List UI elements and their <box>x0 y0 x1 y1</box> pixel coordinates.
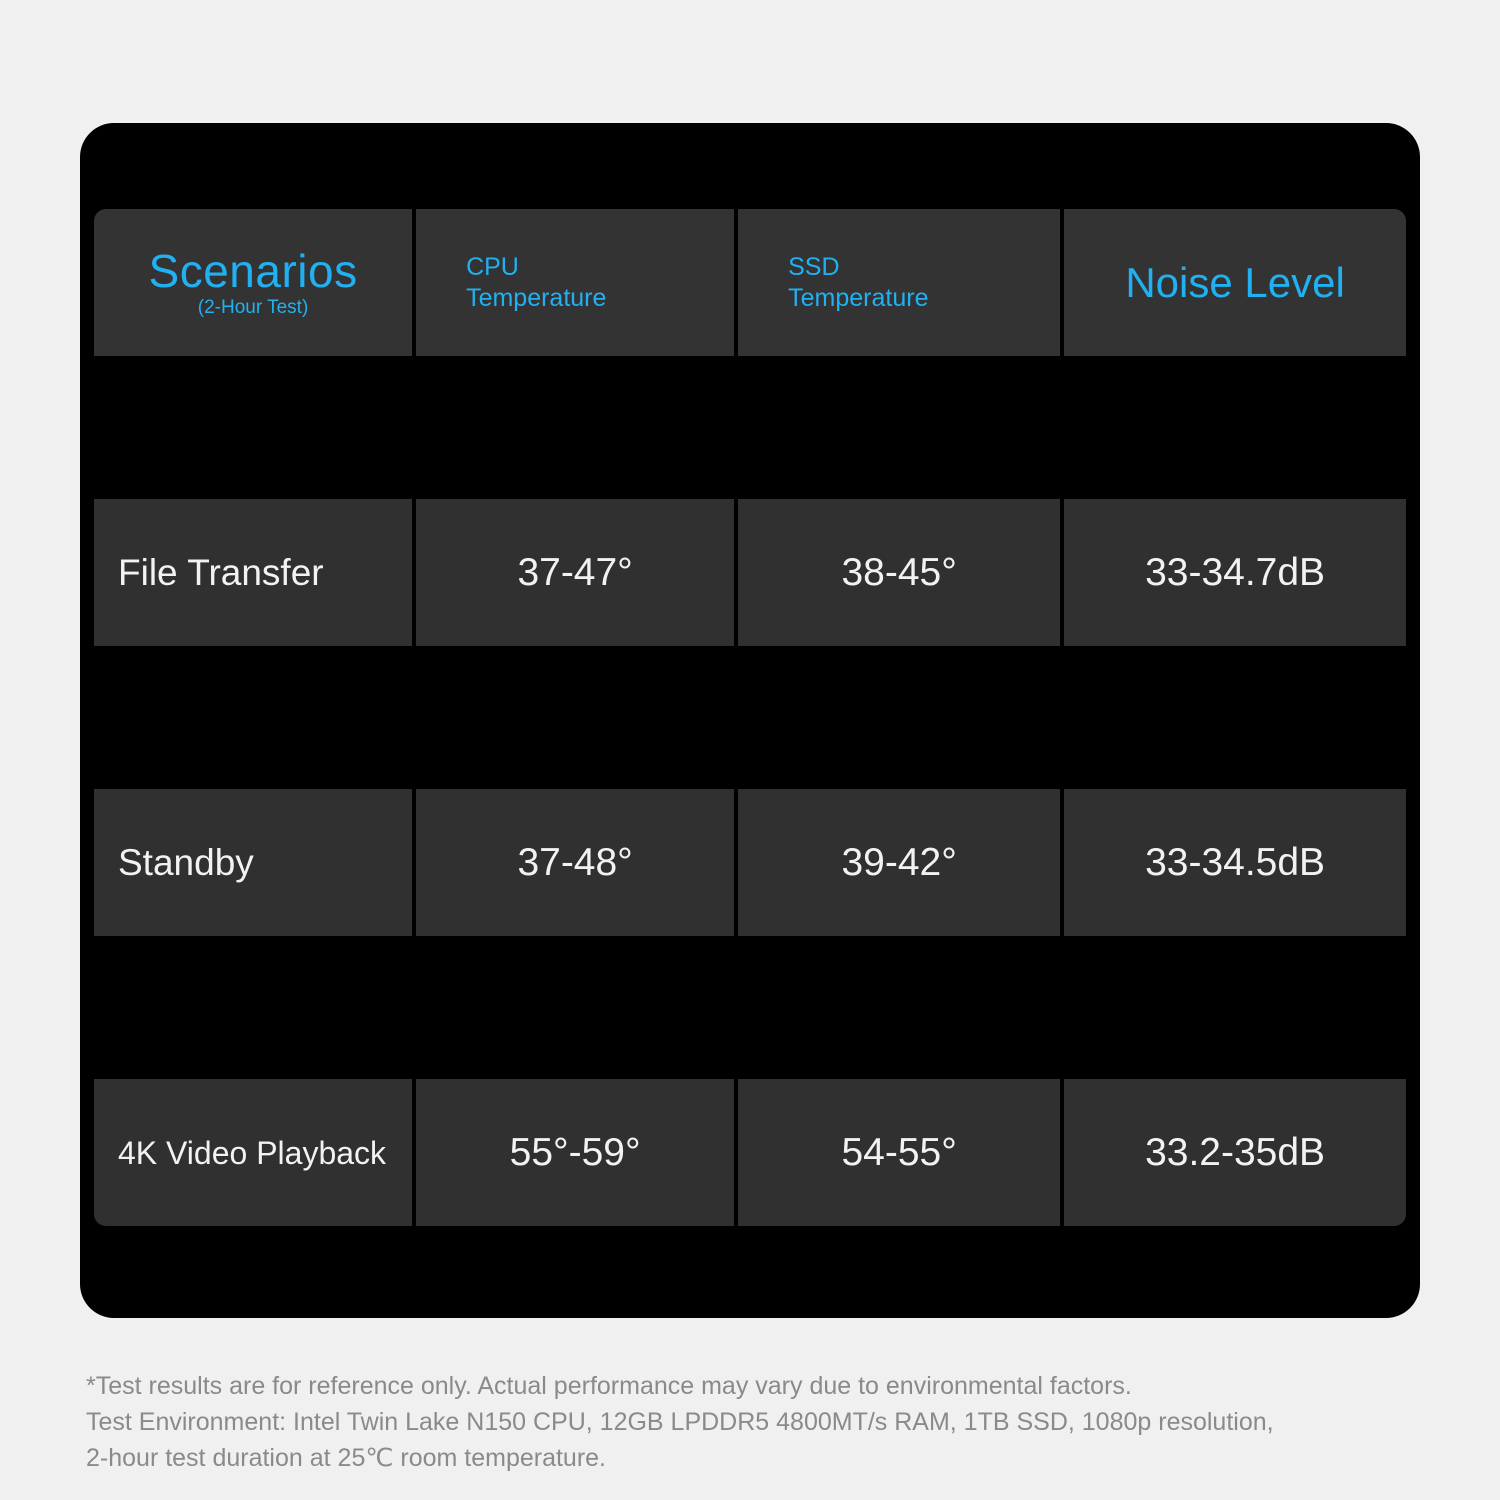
header-cpu-line1: CPU <box>466 252 519 281</box>
noise-level-value: 33.2-35dB <box>1145 1130 1326 1174</box>
footnote-line-3: 2-hour test duration at 25℃ room temperature. <box>86 1444 607 1472</box>
cell-ssd-temperature <box>738 789 1060 936</box>
header-ssd-text <box>738 252 928 314</box>
header-cpu-text <box>416 252 606 314</box>
header-cell-cpu-temperature <box>416 209 734 356</box>
cell-noise-level <box>1064 499 1406 646</box>
ssd-temperature-value: 54-55° <box>841 1130 957 1174</box>
ssd-temperature-value: 39-42° <box>841 840 957 884</box>
cell-noise-level <box>1064 1079 1406 1226</box>
table-header-row <box>94 209 1406 356</box>
header-cell-noise-level <box>1064 209 1406 356</box>
scenario-label: Standby <box>118 841 254 883</box>
row-spacer <box>94 646 1406 789</box>
cell-scenario <box>94 789 412 936</box>
header-cell-ssd-temperature <box>738 209 1060 356</box>
cpu-temperature-value: 55°-59° <box>509 1130 641 1174</box>
cell-ssd-temperature <box>738 1079 1060 1226</box>
header-ssd-line2: Temperature <box>788 283 929 312</box>
header-scenarios-subtitle: (2-Hour Test) <box>197 296 309 318</box>
cell-ssd-temperature <box>738 499 1060 646</box>
header-noise-title: Noise Level <box>1125 258 1345 306</box>
table-row <box>94 1079 1406 1226</box>
row-spacer <box>94 356 1406 499</box>
header-ssd-line1: SSD <box>788 252 840 281</box>
cell-scenario <box>94 1079 412 1226</box>
cpu-temperature-value: 37-47° <box>517 550 633 594</box>
cell-noise-level <box>1064 789 1406 936</box>
header-scenarios-title: Scenarios <box>148 244 358 297</box>
ssd-temperature-value: 38-45° <box>841 550 957 594</box>
footnote-line-2: Test Environment: Intel Twin Lake N150 CPU, 12GB LPDDR5 4800MT/s RAM, 1TB SSD, 1080p resolution, <box>86 1408 1274 1436</box>
cell-cpu-temperature <box>416 1079 734 1226</box>
thermal-noise-table <box>94 209 1406 1226</box>
table-row <box>94 499 1406 646</box>
cpu-temperature-value: 37-48° <box>517 840 633 884</box>
cell-scenario <box>94 499 412 646</box>
header-cpu-line2: Temperature <box>466 283 607 312</box>
header-cell-scenarios <box>94 209 412 356</box>
scenario-label: File Transfer <box>118 551 324 593</box>
cell-cpu-temperature <box>416 789 734 936</box>
noise-level-value: 33-34.7dB <box>1145 550 1326 594</box>
cell-cpu-temperature <box>416 499 734 646</box>
row-spacer <box>94 936 1406 1079</box>
footnote-line-1: *Test results are for reference only. Actual performance may vary due to environmental factors. <box>86 1372 1132 1400</box>
footnote <box>86 1368 1416 1476</box>
spec-table-card <box>80 123 1420 1318</box>
scenario-label: 4K Video Playback <box>118 1134 387 1171</box>
noise-level-value: 33-34.5dB <box>1145 840 1326 884</box>
table-row <box>94 789 1406 936</box>
